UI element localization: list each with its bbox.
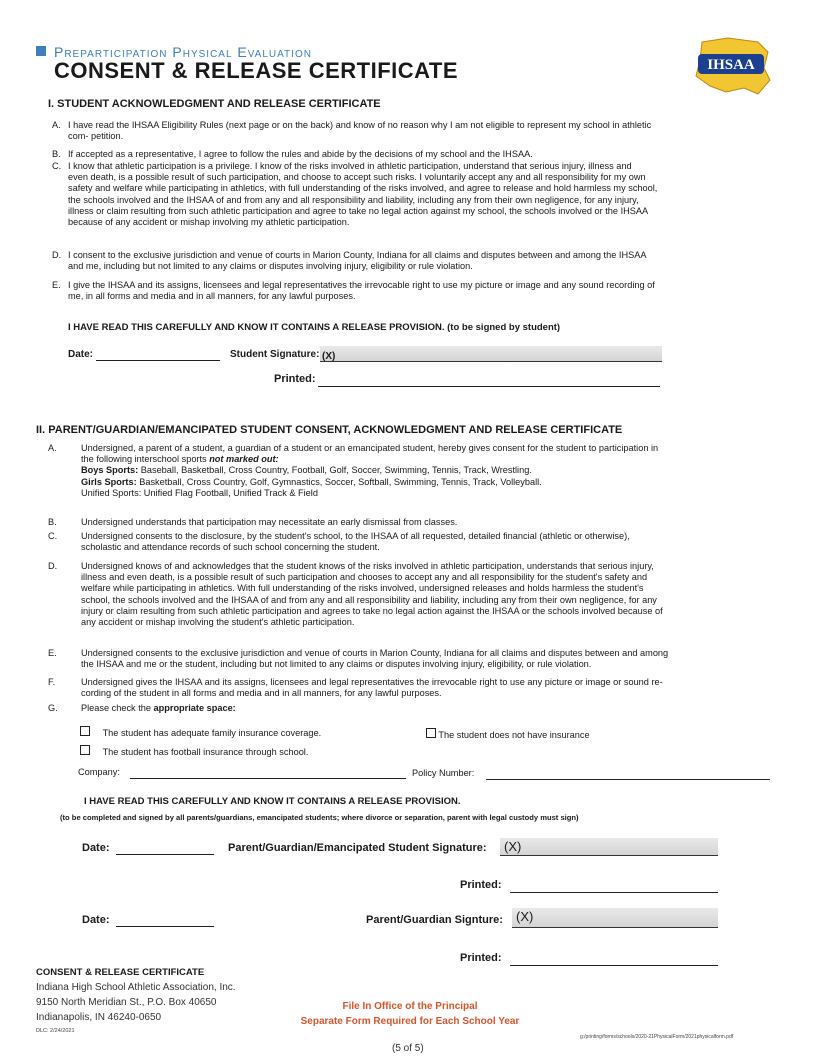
form-subtitle: Preparticipation Physical Evaluation <box>54 44 312 60</box>
item-label: C. <box>48 531 58 541</box>
item-text-line: Undersigned understands that participation may necessitate an early dismissal from classes. <box>81 517 458 527</box>
section-2-heading: II. PARENT/GUARDIAN/EMANCIPATED STUDENT CONSENT, ACKNOWLEDGMENT AND RELEASE CERTIFICATE <box>36 424 623 436</box>
item-text-line: com- petition. <box>68 131 124 142</box>
form-title: CONSENT & RELEASE CERTIFICATE <box>54 58 459 83</box>
file-note-1: File In Office of the Principal <box>342 1001 478 1012</box>
item-text-line: illness and even death, is a possible result of such participation and chooses to accept any and all responsibility for the student's safety and <box>81 572 648 583</box>
parent-signature-label-2: Parent/Guardian Signture: <box>366 914 503 926</box>
item-text-line: and me, including but not limited to any claims or disputes involving injury, eligibility or rule violation. <box>68 261 473 272</box>
section-1-notice: I HAVE READ THIS CAREFULLY AND KNOW IT CONTAINS A RELEASE PROVISION. (to be signed by student) <box>68 322 561 333</box>
insurance-option-3[interactable]: The student does not have insurance <box>426 728 590 741</box>
boys-sports-line: Boys Sports: Baseball, Basketball, Cross Country, Football, Golf, Soccer, Swimming, Tennis, Track, Wrestling. <box>81 465 532 476</box>
policy-number-field[interactable] <box>486 779 770 780</box>
item-label: B. <box>48 517 57 527</box>
student-signature-field[interactable] <box>320 346 662 362</box>
item-a-line-1: Undersigned, a parent of a student, a guardian of a student or an emancipated student, hereby gives consent for the student to participation in <box>81 443 659 453</box>
item-text-line: any accident or mishap involving the student's athletic participation. <box>81 617 355 628</box>
company-field[interactable] <box>130 778 406 779</box>
file-note-2: Separate Form Required for Each School Year <box>300 1016 520 1027</box>
item-text-line: If accepted as a representative, I agree to follow the rules and abide by the decisions of my school and the IHSAA. <box>68 149 533 159</box>
item-text-line: even death, is a possible result of such participation, and choose to accept such risks. I voluntarily accept any and all responsibility for my own <box>68 172 646 183</box>
item-text-line: the schools involved and the IHSAA of and from any and all responsibility and liability, including any from their own negligence, for any injury, <box>68 194 639 205</box>
checkbox[interactable] <box>80 745 90 755</box>
company-label: Company: <box>78 767 120 777</box>
section-2-notice: I HAVE READ THIS CAREFULLY AND KNOW IT CONTAINS A RELEASE PROVISION. <box>84 796 461 807</box>
parent-printed-label-2: Printed: <box>460 952 502 964</box>
item-text-line: Undersigned consents to the disclosure, by the student's school, to the IHSAA of all requested, detailed financial (athletic or otherwise), <box>81 531 630 541</box>
parent-date-field-2[interactable] <box>116 926 214 927</box>
parent-signature-field-2[interactable] <box>512 908 718 928</box>
parent-printed-label-1: Printed: <box>460 879 502 891</box>
svg-text:IHSAA: IHSAA <box>707 57 755 73</box>
item-text-line: illness or claim resulting from such athletic participation and agree to take no legal action against my school, the schools involved or the IHSAA <box>68 205 649 216</box>
item-text-line: I give the IHSAA and its assigns, licensees and legal representatives the irrevocable right to use my picture or image and any sound recording of <box>68 280 655 290</box>
item-text-line: safety and welfare while participating in athletics, with full understanding of the risks involved, and agree to release and hold harmless my school, <box>68 183 658 194</box>
student-date-label: Date: <box>68 349 94 360</box>
item-label: D. <box>48 561 58 571</box>
ihsaa-logo-icon <box>688 36 774 98</box>
item-text-line: Undersigned gives the IHSAA and its assigns, licensees and legal representatives the irrevocable right to use any picture or image or sound re- <box>81 677 663 687</box>
item-text-line: I know that athletic participation is a privilege. I know of the risks involved in athletic participation, understand that serious injury, illness and <box>68 161 632 171</box>
girls-sports-line: Girls Sports: Basketball, Cross Country, Golf, Gymnastics, Soccer, Softball, Swimming, Tennis, Track, Volleyball. <box>81 476 542 487</box>
item-text-line: injury or claim resulting from such athletic participation and agrees to take no legal action against the IHSAA or the schools involved because of <box>81 605 663 616</box>
item-label: D. <box>52 250 62 260</box>
page-number: (5 of 5) <box>392 1043 424 1054</box>
signature-x-mark: (X) <box>504 839 522 854</box>
item-label: B. <box>52 149 61 159</box>
unified-sports-line: Unified Sports: Unified Flag Football, Unified Track & Field <box>81 487 318 498</box>
parent-date-field-1[interactable] <box>116 854 214 855</box>
parent-date-label-2: Date: <box>82 914 110 926</box>
file-path: g:/printing/forms/schools/2020-21PhysicalForm/2021physicalform.pdf <box>580 1034 734 1040</box>
footer-dlc: DLC: 2/24/2021 <box>36 1028 75 1034</box>
appropriate-space-text: appropriate space: <box>153 703 236 713</box>
footer-address-2: Indianapolis, IN 46240-0650 <box>36 1012 162 1023</box>
item-text-line: because of any accident or mishap involving my athletic participation. <box>68 217 350 228</box>
parent-printed-field-1[interactable] <box>510 892 718 893</box>
student-date-field[interactable] <box>96 360 220 361</box>
item-label: E. <box>52 280 61 290</box>
item-label: C. <box>52 161 62 171</box>
item-label: F. <box>48 677 56 687</box>
item-text-line: cording of the student in all forms and media and in all manners, for any lawful purposes. <box>81 688 442 699</box>
insurance-option-1[interactable]: The student has adequate family insurance coverage. <box>80 726 321 739</box>
item-text-line: Undersigned knows of and acknowledges that the student knows of the risks involved in athletic participation, understands that serious injury, <box>81 561 654 571</box>
item-text-line: school, the schools involved and the IHSAA of and from any and all responsibility and liability, including any from their own negligence, for any <box>81 594 657 605</box>
item-a-line-2: the following interschool sports not marked out: <box>81 454 279 465</box>
item-text-line: welfare while participating in athletics. With full understanding of the risks involved, undersigned releases and holds harmless the student's <box>81 583 644 594</box>
student-printed-label: Printed: <box>274 373 316 385</box>
item-text-line: scholastic and attendance records of such school concerning the student. <box>81 542 380 553</box>
parent-printed-field-2[interactable] <box>510 965 718 966</box>
student-signature-label: Student Signature: <box>230 349 320 360</box>
item-label: A. <box>48 443 57 453</box>
section-2-notice-sub: (to be completed and signed by all parents/guardians, emancipated students; where divorce or separation, parent with legal custody must sign) <box>60 813 579 822</box>
parent-date-label-1: Date: <box>82 842 110 854</box>
signature-x-mark: (X) <box>516 909 534 924</box>
item-label: A. <box>52 120 61 130</box>
not-marked-out-text: not marked out: <box>209 454 279 465</box>
section-1-heading: I. STUDENT ACKNOWLEDGMENT AND RELEASE CERTIFICATE <box>48 98 381 110</box>
footer-address-1: 9150 North Meridian St., P.O. Box 40650 <box>36 997 217 1008</box>
signature-x-mark: (X) <box>322 351 336 362</box>
insurance-option-2[interactable]: The student has football insurance through school. <box>80 745 308 758</box>
parent-signature-label-1: Parent/Guardian/Emancipated Student Signature: <box>228 842 487 854</box>
student-printed-field[interactable] <box>318 386 660 387</box>
header-square-icon <box>36 46 46 56</box>
checkbox[interactable] <box>80 726 90 736</box>
footer-title: CONSENT & RELEASE CERTIFICATE <box>36 967 205 978</box>
footer-org: Indiana High School Athletic Association, Inc. <box>36 982 236 993</box>
item-text-line: I have read the IHSAA Eligibility Rules (next page or on the back) and know of no reason why I am not eligible to represent my school in athletic <box>68 120 652 130</box>
item-label: E. <box>48 648 57 658</box>
item-text-line: I consent to the exclusive jurisdiction and venue of courts in Marion County, Indiana for all claims and disputes between and among the IHSAA <box>68 250 647 260</box>
item-text-line: me, in all forms and media and in all manners, for any lawful purposes. <box>68 291 356 302</box>
policy-number-label: Policy Number: <box>412 768 475 778</box>
parent-signature-field-1[interactable] <box>500 838 718 856</box>
item-text-line: the IHSAA and me or the student, including but not limited to any claims or disputes involving injury, eligibility, or rule violation. <box>81 659 592 670</box>
item-text-line: Undersigned consents to the exclusive jurisdiction and venue of courts in Marion County, Indiana for all claims and disputes between and among <box>81 648 669 658</box>
checkbox[interactable] <box>426 728 436 738</box>
